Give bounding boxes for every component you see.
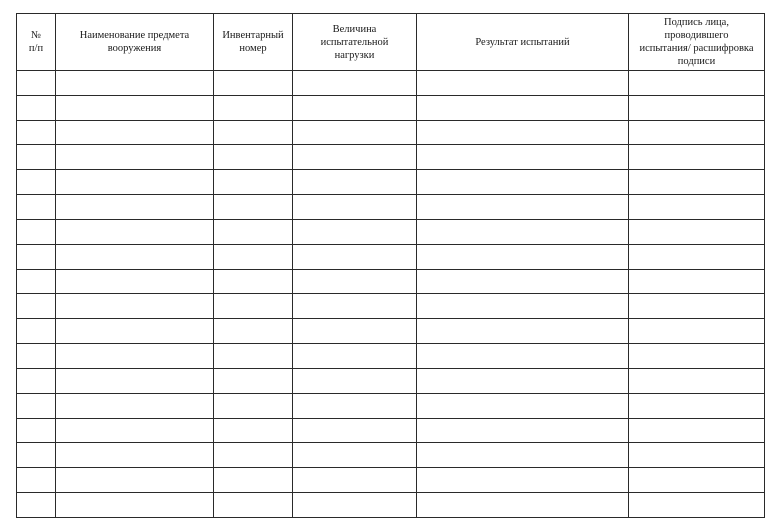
cell-test-result	[417, 120, 629, 145]
cell-test-load	[293, 443, 417, 468]
column-header-inventory-number	[214, 14, 293, 71]
cell-item-name	[56, 120, 214, 145]
cell-item-name	[56, 195, 214, 220]
column-header-test-result	[417, 14, 629, 71]
table-row	[17, 195, 765, 220]
table-row	[17, 443, 765, 468]
cell-number	[17, 195, 56, 220]
cell-inventory-number	[214, 244, 293, 269]
cell-inventory-number	[214, 120, 293, 145]
cell-signature	[629, 95, 765, 120]
cell-test-load	[293, 344, 417, 369]
cell-signature	[629, 71, 765, 96]
cell-item-name	[56, 344, 214, 369]
cell-inventory-number	[214, 493, 293, 518]
table-row	[17, 244, 765, 269]
cell-test-result	[417, 145, 629, 170]
cell-inventory-number	[214, 368, 293, 393]
table-row	[17, 393, 765, 418]
cell-test-result	[417, 244, 629, 269]
cell-signature	[629, 493, 765, 518]
table-row	[17, 493, 765, 518]
cell-inventory-number	[214, 393, 293, 418]
cell-test-result	[417, 393, 629, 418]
cell-test-result	[417, 294, 629, 319]
test-log-form	[16, 13, 764, 518]
cell-number	[17, 120, 56, 145]
cell-item-name	[56, 493, 214, 518]
table-row	[17, 344, 765, 369]
cell-item-name	[56, 319, 214, 344]
cell-number	[17, 368, 56, 393]
cell-item-name	[56, 468, 214, 493]
cell-inventory-number	[214, 71, 293, 96]
column-header-item-name	[56, 14, 214, 71]
cell-number	[17, 393, 56, 418]
table-row	[17, 368, 765, 393]
cell-inventory-number	[214, 468, 293, 493]
cell-test-load	[293, 393, 417, 418]
table-row	[17, 468, 765, 493]
column-header-test-load	[293, 14, 417, 71]
cell-signature	[629, 319, 765, 344]
header-row	[17, 14, 765, 71]
table-row	[17, 145, 765, 170]
cell-test-load	[293, 170, 417, 195]
cell-number	[17, 244, 56, 269]
cell-signature	[629, 418, 765, 443]
cell-test-load	[293, 368, 417, 393]
table-row	[17, 170, 765, 195]
cell-test-load	[293, 120, 417, 145]
cell-item-name	[56, 71, 214, 96]
cell-test-result	[417, 368, 629, 393]
table-row	[17, 418, 765, 443]
cell-inventory-number	[214, 95, 293, 120]
column-header-label: Инвентарный номер	[222, 30, 284, 54]
cell-inventory-number	[214, 443, 293, 468]
cell-test-load	[293, 269, 417, 294]
cell-item-name	[56, 244, 214, 269]
cell-test-result	[417, 319, 629, 344]
test-log-table	[16, 13, 765, 518]
cell-number	[17, 418, 56, 443]
table-body	[17, 71, 765, 518]
cell-test-load	[293, 145, 417, 170]
column-header-label: Подпись лица, проводившего испытания/ расшифровка подписи	[639, 17, 754, 67]
cell-inventory-number	[214, 195, 293, 220]
cell-item-name	[56, 294, 214, 319]
cell-test-load	[293, 195, 417, 220]
cell-item-name	[56, 269, 214, 294]
cell-inventory-number	[214, 219, 293, 244]
cell-number	[17, 294, 56, 319]
cell-item-name	[56, 393, 214, 418]
cell-inventory-number	[214, 145, 293, 170]
cell-test-result	[417, 493, 629, 518]
cell-number	[17, 443, 56, 468]
table-row	[17, 269, 765, 294]
table-row	[17, 219, 765, 244]
cell-test-result	[417, 269, 629, 294]
cell-item-name	[56, 368, 214, 393]
cell-test-load	[293, 294, 417, 319]
cell-inventory-number	[214, 344, 293, 369]
cell-item-name	[56, 418, 214, 443]
cell-signature	[629, 344, 765, 369]
cell-number	[17, 319, 56, 344]
cell-signature	[629, 170, 765, 195]
cell-inventory-number	[214, 294, 293, 319]
cell-signature	[629, 195, 765, 220]
cell-test-result	[417, 468, 629, 493]
cell-signature	[629, 368, 765, 393]
cell-number	[17, 468, 56, 493]
cell-signature	[629, 269, 765, 294]
column-header-label: Величина испытательной нагрузки	[320, 23, 389, 61]
column-header-label: № п/п	[28, 30, 44, 54]
column-header-signature	[629, 14, 765, 71]
cell-signature	[629, 120, 765, 145]
cell-inventory-number	[214, 418, 293, 443]
cell-item-name	[56, 95, 214, 120]
cell-test-result	[417, 443, 629, 468]
cell-test-result	[417, 170, 629, 195]
cell-number	[17, 71, 56, 96]
table-row	[17, 120, 765, 145]
cell-test-load	[293, 95, 417, 120]
table-row	[17, 95, 765, 120]
cell-test-result	[417, 95, 629, 120]
table-row	[17, 71, 765, 96]
cell-number	[17, 170, 56, 195]
cell-test-result	[417, 344, 629, 369]
column-header-label: Результат испытаний	[475, 36, 570, 48]
cell-number	[17, 95, 56, 120]
cell-number	[17, 493, 56, 518]
cell-test-load	[293, 493, 417, 518]
cell-test-load	[293, 219, 417, 244]
cell-inventory-number	[214, 269, 293, 294]
cell-inventory-number	[214, 319, 293, 344]
cell-item-name	[56, 145, 214, 170]
cell-signature	[629, 244, 765, 269]
cell-number	[17, 344, 56, 369]
cell-test-result	[417, 195, 629, 220]
cell-test-load	[293, 319, 417, 344]
cell-item-name	[56, 443, 214, 468]
cell-test-load	[293, 71, 417, 96]
cell-signature	[629, 294, 765, 319]
cell-signature	[629, 393, 765, 418]
cell-item-name	[56, 170, 214, 195]
cell-inventory-number	[214, 170, 293, 195]
cell-signature	[629, 443, 765, 468]
cell-signature	[629, 219, 765, 244]
column-header-label: Наименование предмета вооружения	[79, 30, 190, 54]
cell-test-load	[293, 244, 417, 269]
cell-test-result	[417, 71, 629, 96]
cell-number	[17, 145, 56, 170]
cell-test-result	[417, 219, 629, 244]
cell-test-result	[417, 418, 629, 443]
table-row	[17, 319, 765, 344]
cell-test-load	[293, 468, 417, 493]
cell-number	[17, 269, 56, 294]
table-row	[17, 294, 765, 319]
cell-test-load	[293, 418, 417, 443]
cell-signature	[629, 145, 765, 170]
cell-signature	[629, 468, 765, 493]
cell-number	[17, 219, 56, 244]
cell-item-name	[56, 219, 214, 244]
column-header-number	[17, 14, 56, 71]
